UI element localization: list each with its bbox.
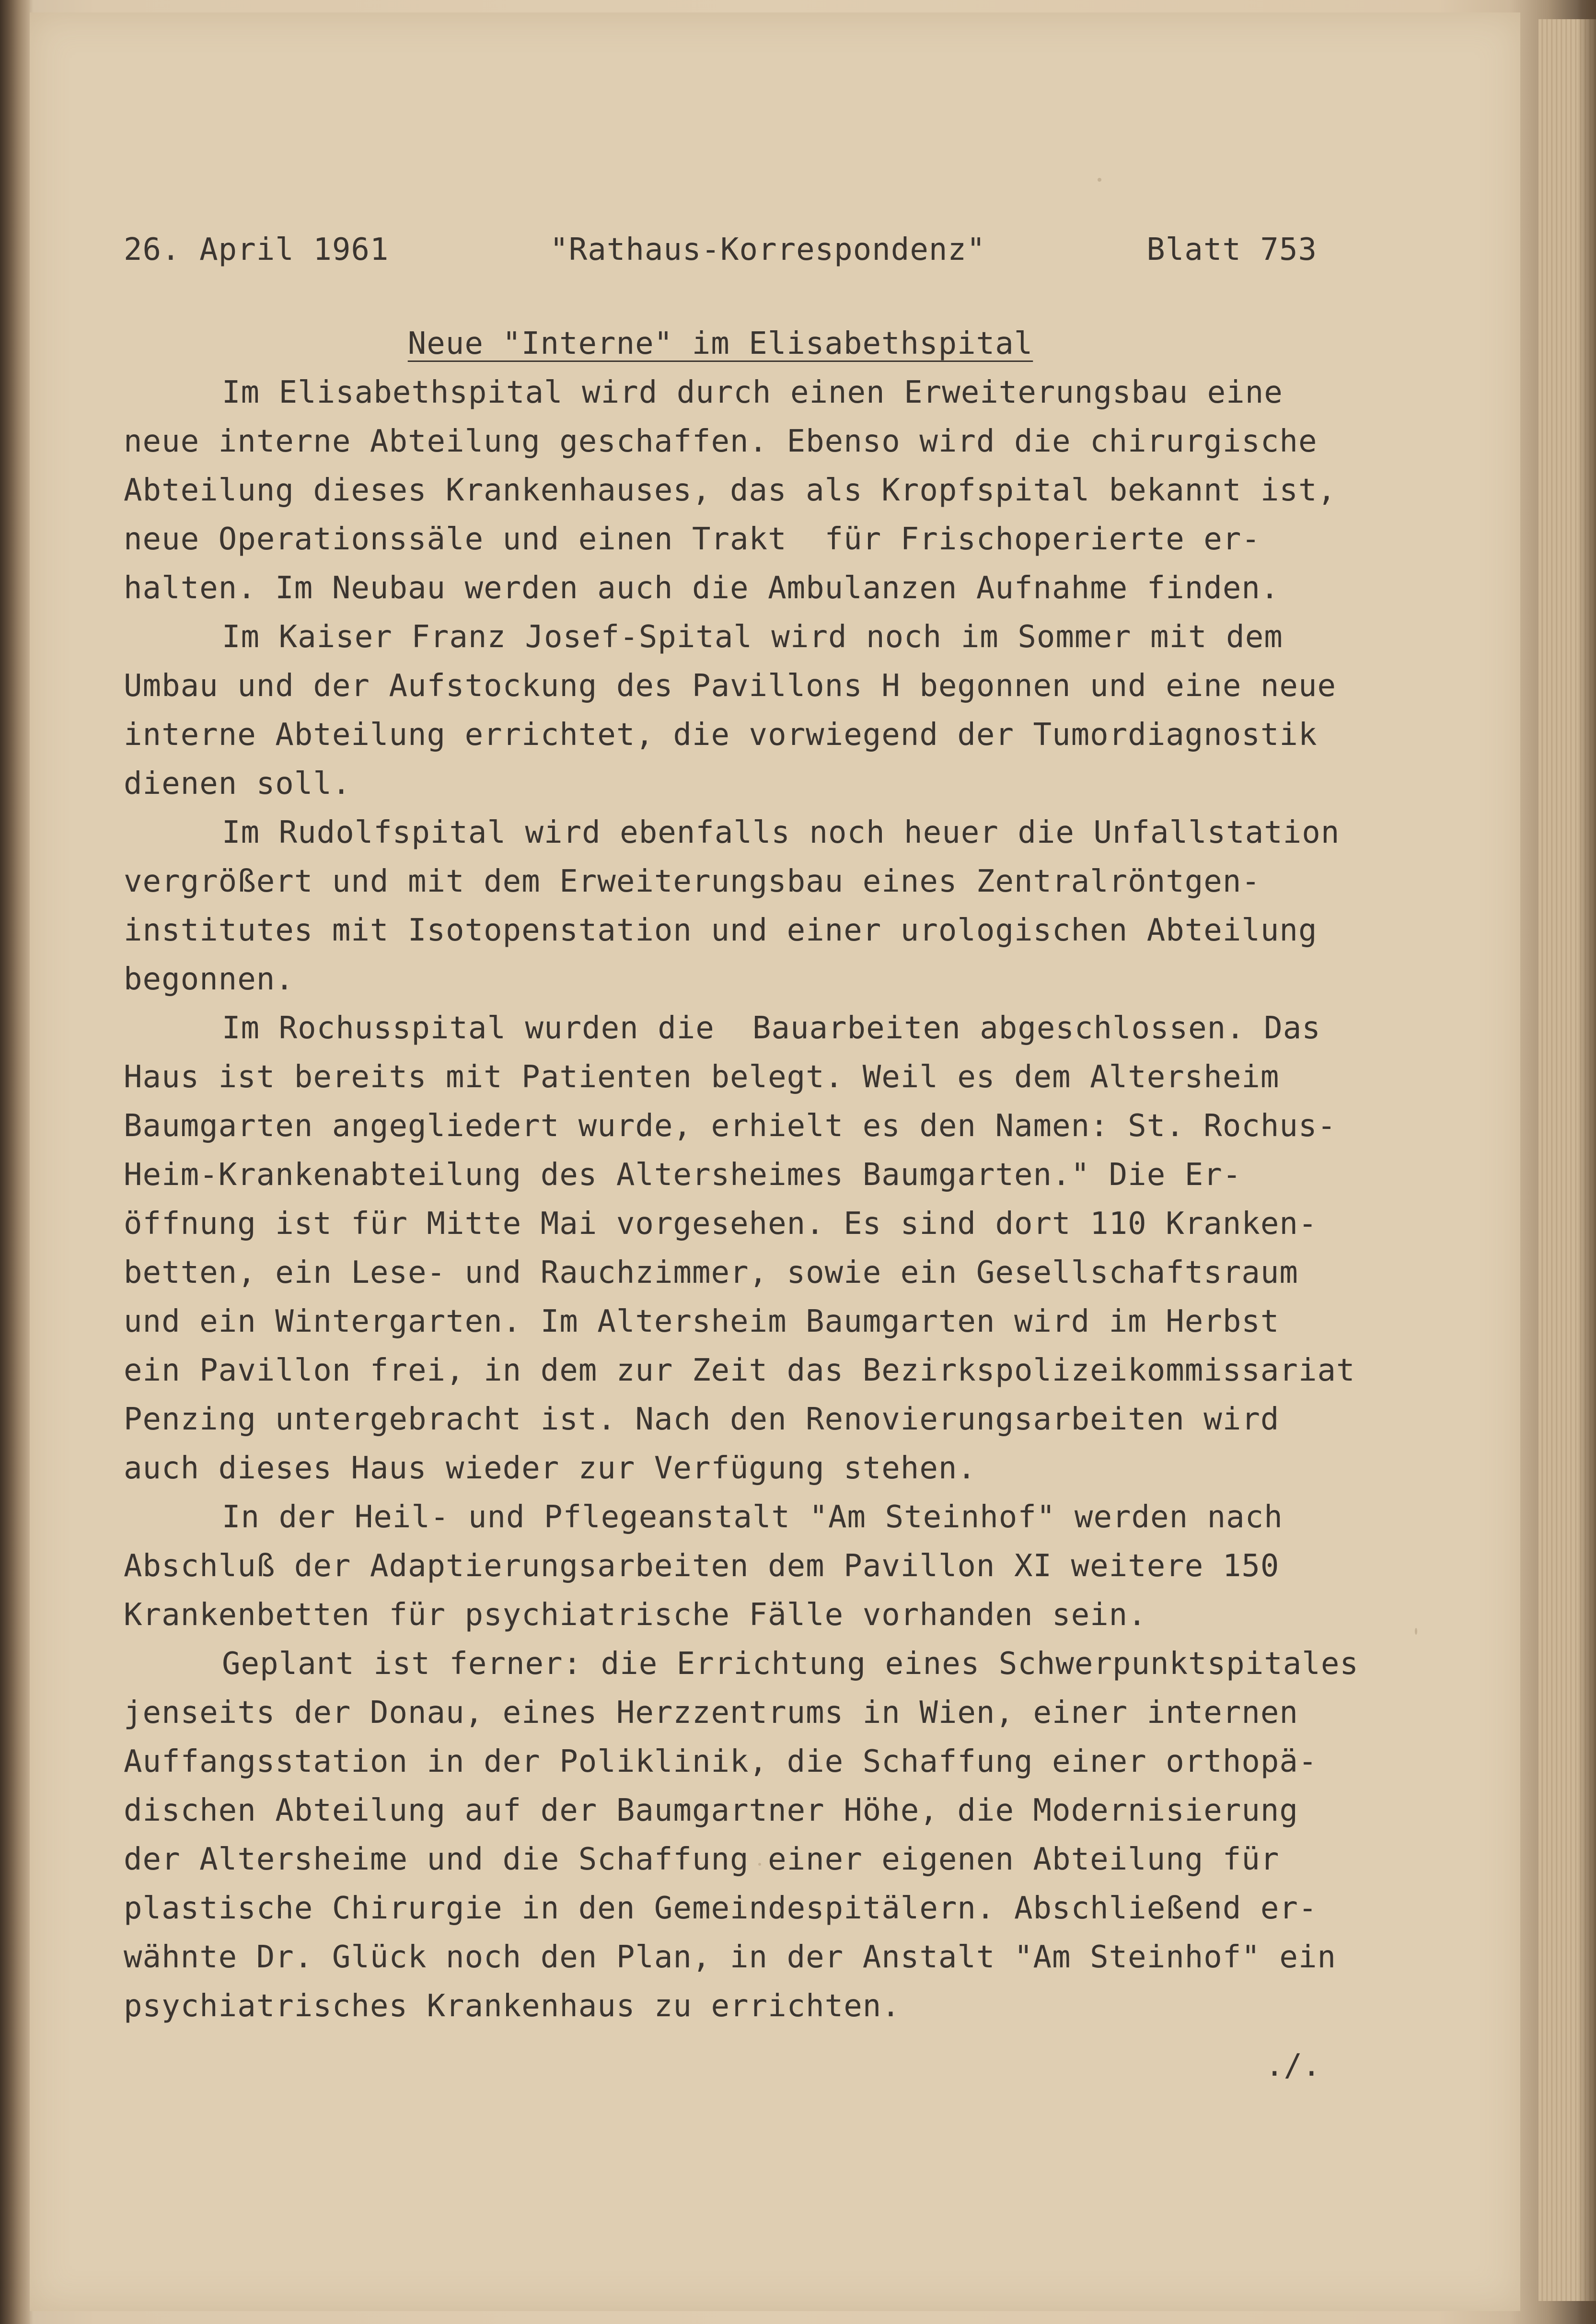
paragraph-1 — [124, 368, 1442, 613]
text-line: Krankenbetten für psychiatrische Fälle vorhanden sein. — [124, 1597, 1147, 1633]
header-sheet-number: Blatt 753 — [1146, 232, 1317, 267]
text-line: der Altersheime und die Schaffung einer eigenen Abteilung für — [124, 1842, 1280, 1877]
paper-speck — [1098, 178, 1101, 182]
text-line: neue Operationssäle und einen Trakt für Frischoperierte er- — [124, 522, 1261, 557]
text-line: plastische Chirurgie in den Gemeindespitälern. Abschließend er- — [124, 1891, 1318, 1926]
text-line: Haus ist bereits mit Patienten belegt. Weil es dem Altersheim — [124, 1059, 1280, 1095]
continuation-mark: ./. — [1265, 2048, 1321, 2083]
book-spine-shadow — [0, 0, 30, 2324]
text-line: Im Rochusspital wurden die Bauarbeiten abgeschlossen. Das — [222, 1011, 1321, 1046]
text-line: dienen soll. — [124, 766, 351, 802]
text-line: institutes mit Isotopenstation und einer urologischen Abteilung — [124, 913, 1318, 948]
paragraph-6 — [124, 1639, 1442, 2031]
text-line: jenseits der Donau, eines Herzzentrums in Wien, einer internen — [124, 1695, 1298, 1731]
text-line: In der Heil- und Pflegeanstalt "Am Steinhof" werden nach — [222, 1499, 1283, 1535]
paragraph-4 — [124, 1004, 1442, 1493]
text-line: neue interne Abteilung geschaffen. Ebenso wird die chirurgische — [124, 424, 1318, 459]
text-line: interne Abteilung errichtet, die vorwiegend der Tumordiagnostik — [124, 717, 1318, 753]
header-publication: "Rathaus-Korrespondenz" — [550, 232, 986, 267]
text-line: auch dieses Haus wieder zur Verfügung stehen. — [124, 1451, 976, 1486]
edge-shadow — [1577, 0, 1596, 2324]
text-line: Im Rudolfspital wird ebenfalls noch heuer die Unfallstation — [222, 815, 1340, 850]
text-line: öffnung ist für Mitte Mai vorgesehen. Es sind dort 110 Kranken- — [124, 1206, 1318, 1242]
text-line: Im Kaiser Franz Josef-Spital wird noch im Sommer mit dem — [222, 619, 1283, 655]
text-line: dischen Abteilung auf der Baumgartner Höhe, die Modernisierung — [124, 1793, 1298, 1828]
document-header — [124, 225, 1317, 274]
header-date: 26. April 1961 — [124, 232, 389, 267]
text-line: Im Elisabethspital wird durch einen Erweiterungsbau eine — [222, 375, 1283, 410]
text-line: vergrößert und mit dem Erweiterungsbau eines Zentralröntgen- — [124, 864, 1261, 899]
article-title: Neue "Interne" im Elisabethspital — [407, 326, 1033, 361]
text-line: Abschluß der Adaptierungsarbeiten dem Pavillon XI weitere 150 — [124, 1548, 1280, 1584]
text-line: psychiatrisches Krankenhaus zu errichten. — [124, 1988, 901, 2024]
text-line: Baumgarten angegliedert wurde, erhielt es den Namen: St. Rochus- — [124, 1108, 1336, 1144]
text-line: und ein Wintergarten. Im Altersheim Baumgarten wird im Herbst — [124, 1304, 1280, 1339]
text-line: Penzing untergebracht ist. Nach den Renovierungsarbeiten wird — [124, 1402, 1280, 1437]
text-line: Abteilung dieses Krankenhauses, das als Kropfspital bekannt ist, — [124, 473, 1336, 508]
text-line: Heim-Krankenabteilung des Altersheimes Baumgarten." Die Er- — [124, 1157, 1242, 1193]
paragraph-3 — [124, 808, 1442, 1004]
text-line: Geplant ist ferner: die Errichtung eines Schwerpunktspitales — [222, 1646, 1359, 1682]
text-line: ein Pavillon frei, in dem zur Zeit das Bezirkspolizeikommissariat — [124, 1353, 1355, 1388]
text-line: betten, ein Lese- und Rauchzimmer, sowie ein Gesellschaftsraum — [124, 1255, 1298, 1290]
text-line: Auffangsstation in der Poliklinik, die Schaffung einer orthopä- — [124, 1744, 1318, 1779]
paragraph-5 — [124, 1493, 1442, 1639]
text-line: wähnte Dr. Glück noch den Plan, in der Anstalt "Am Steinhof" ein — [124, 1940, 1336, 1975]
document-body — [124, 225, 1442, 2031]
text-line: Umbau und der Aufstockung des Pavillons H begonnen und eine neue — [124, 668, 1336, 704]
paragraph-2 — [124, 613, 1442, 808]
text-line: halten. Im Neubau werden auch die Ambulanzen Aufnahme finden. — [124, 570, 1280, 606]
text-line: begonnen. — [124, 962, 294, 997]
